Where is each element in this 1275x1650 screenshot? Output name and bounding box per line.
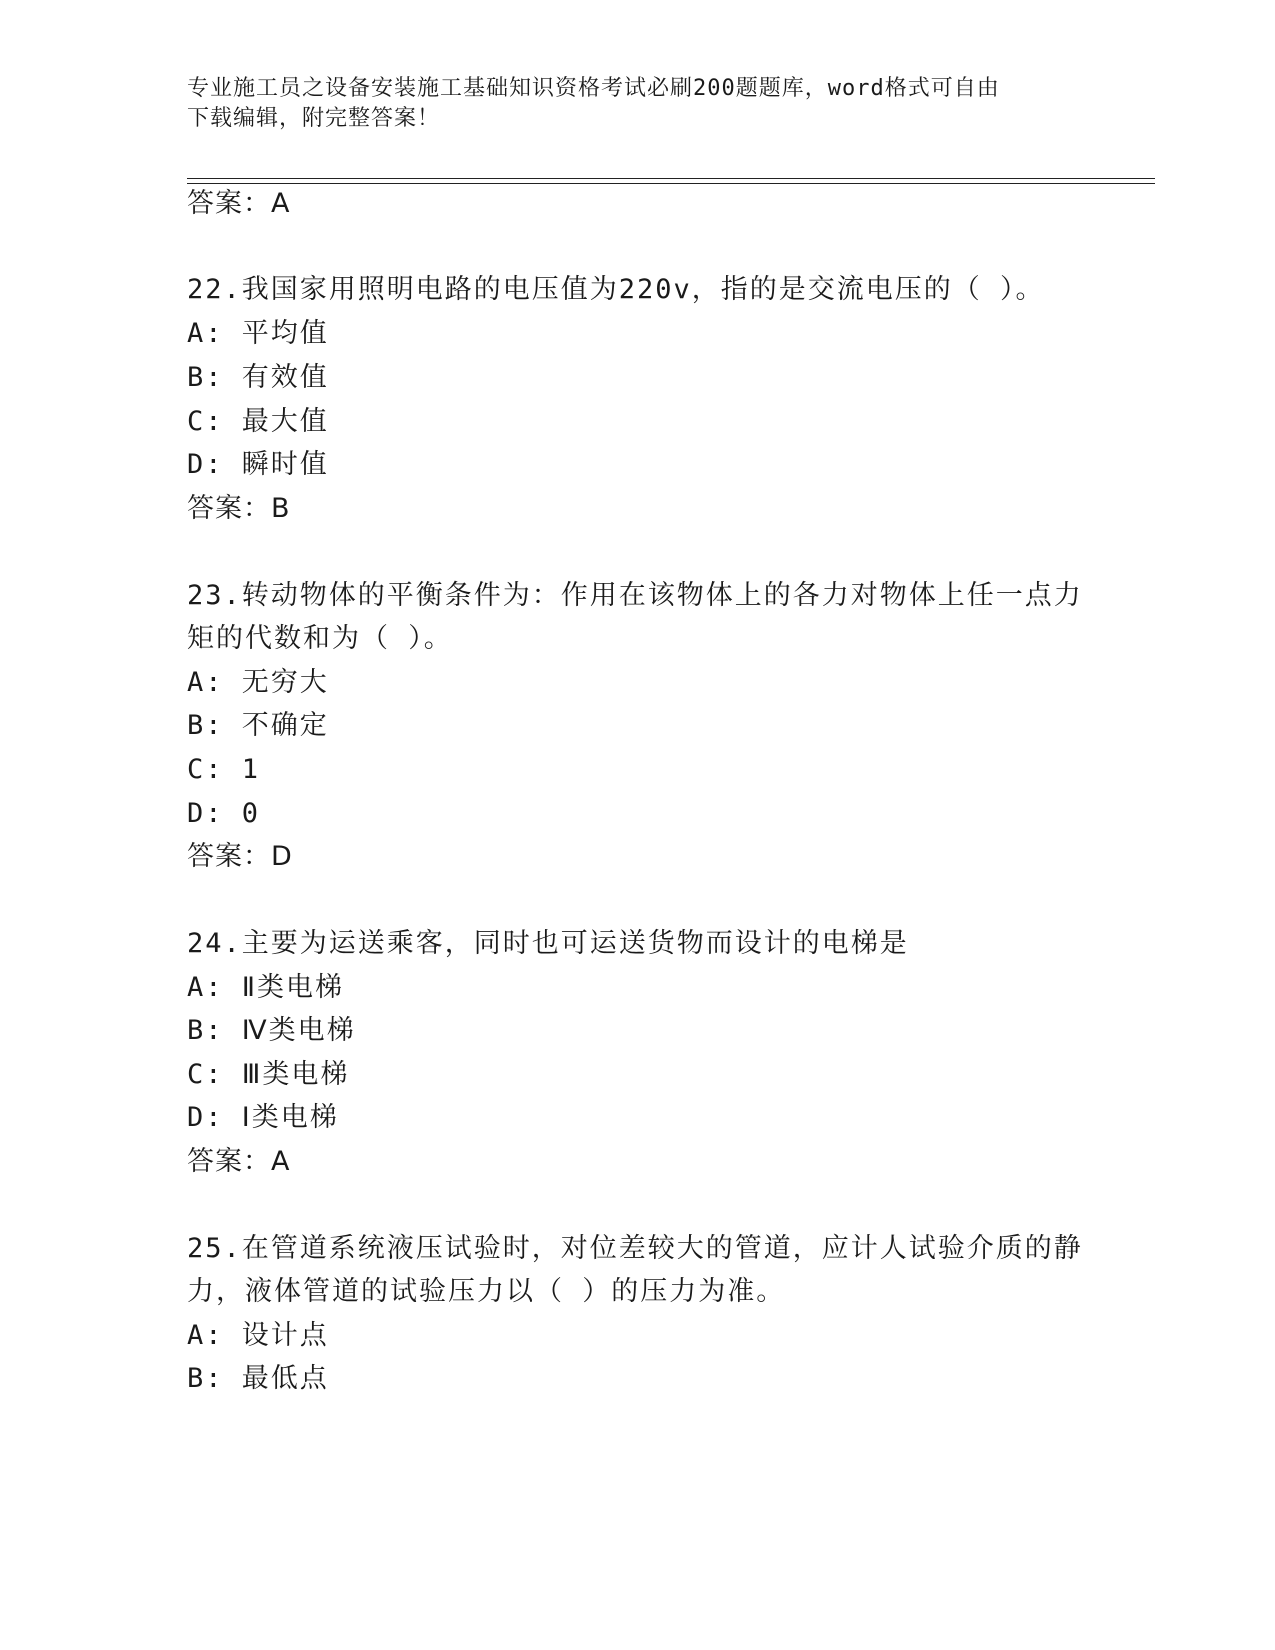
- question-25-text-line-2: 力，液体管道的试验压力以（ ）的压力为准。: [187, 1276, 786, 1307]
- question-23-option-b: B: 不确定: [187, 710, 329, 741]
- question-24-text: 24.主要为运送乘客，同时也可运送货物而设计的电梯是: [187, 928, 909, 959]
- question-23-option-a: A: 无穷大: [187, 667, 329, 698]
- header-line-1: 专业施工员之设备安装施工基础知识资格考试必刷200题题库，word格式可自由: [187, 76, 1000, 101]
- question-22-option-c: C: 最大值: [187, 406, 329, 437]
- question-23-text-line-2: 矩的代数和为（ ）。: [187, 623, 453, 654]
- question-25-option-a: A: 设计点: [187, 1320, 329, 1351]
- question-23-option-c: C: 1: [187, 754, 261, 785]
- question-24-option-c: C: Ⅲ类电梯: [187, 1059, 350, 1090]
- question-25-text-line-1: 25.在管道系统液压试验时，对位差较大的管道，应计人试验介质的静: [187, 1233, 1083, 1264]
- question-23-answer: 答案：D: [187, 841, 293, 872]
- question-24-option-d: D: Ⅰ类电梯: [187, 1102, 339, 1133]
- question-22-option-b: B: 有效值: [187, 362, 329, 393]
- question-23-option-d: D: 0: [187, 798, 261, 829]
- question-22-text: 22.我国家用照明电路的电压值为220v，指的是交流电压的（ ）。: [187, 274, 1045, 305]
- question-22-answer: 答案：B: [187, 493, 291, 524]
- answer-line: 答案：A: [187, 188, 291, 219]
- header-line-2: 下载编辑，附完整答案！: [187, 106, 441, 131]
- question-23-text-line-1: 23.转动物体的平衡条件为：作用在该物体上的各力对物体上任一点力: [187, 580, 1083, 611]
- header-rule-top: [187, 178, 1155, 179]
- document-header: [187, 74, 1087, 134]
- question-22-option-a: A: 平均值: [187, 318, 329, 349]
- question-24-option-b: B: Ⅳ类电梯: [187, 1015, 356, 1046]
- question-22-option-d: D: 瞬时值: [187, 449, 329, 480]
- question-25-option-b: B: 最低点: [187, 1363, 329, 1394]
- header-rule-bottom: [187, 183, 1155, 184]
- question-24-option-a: A: Ⅱ类电梯: [187, 972, 345, 1003]
- question-24-answer: 答案：A: [187, 1146, 291, 1177]
